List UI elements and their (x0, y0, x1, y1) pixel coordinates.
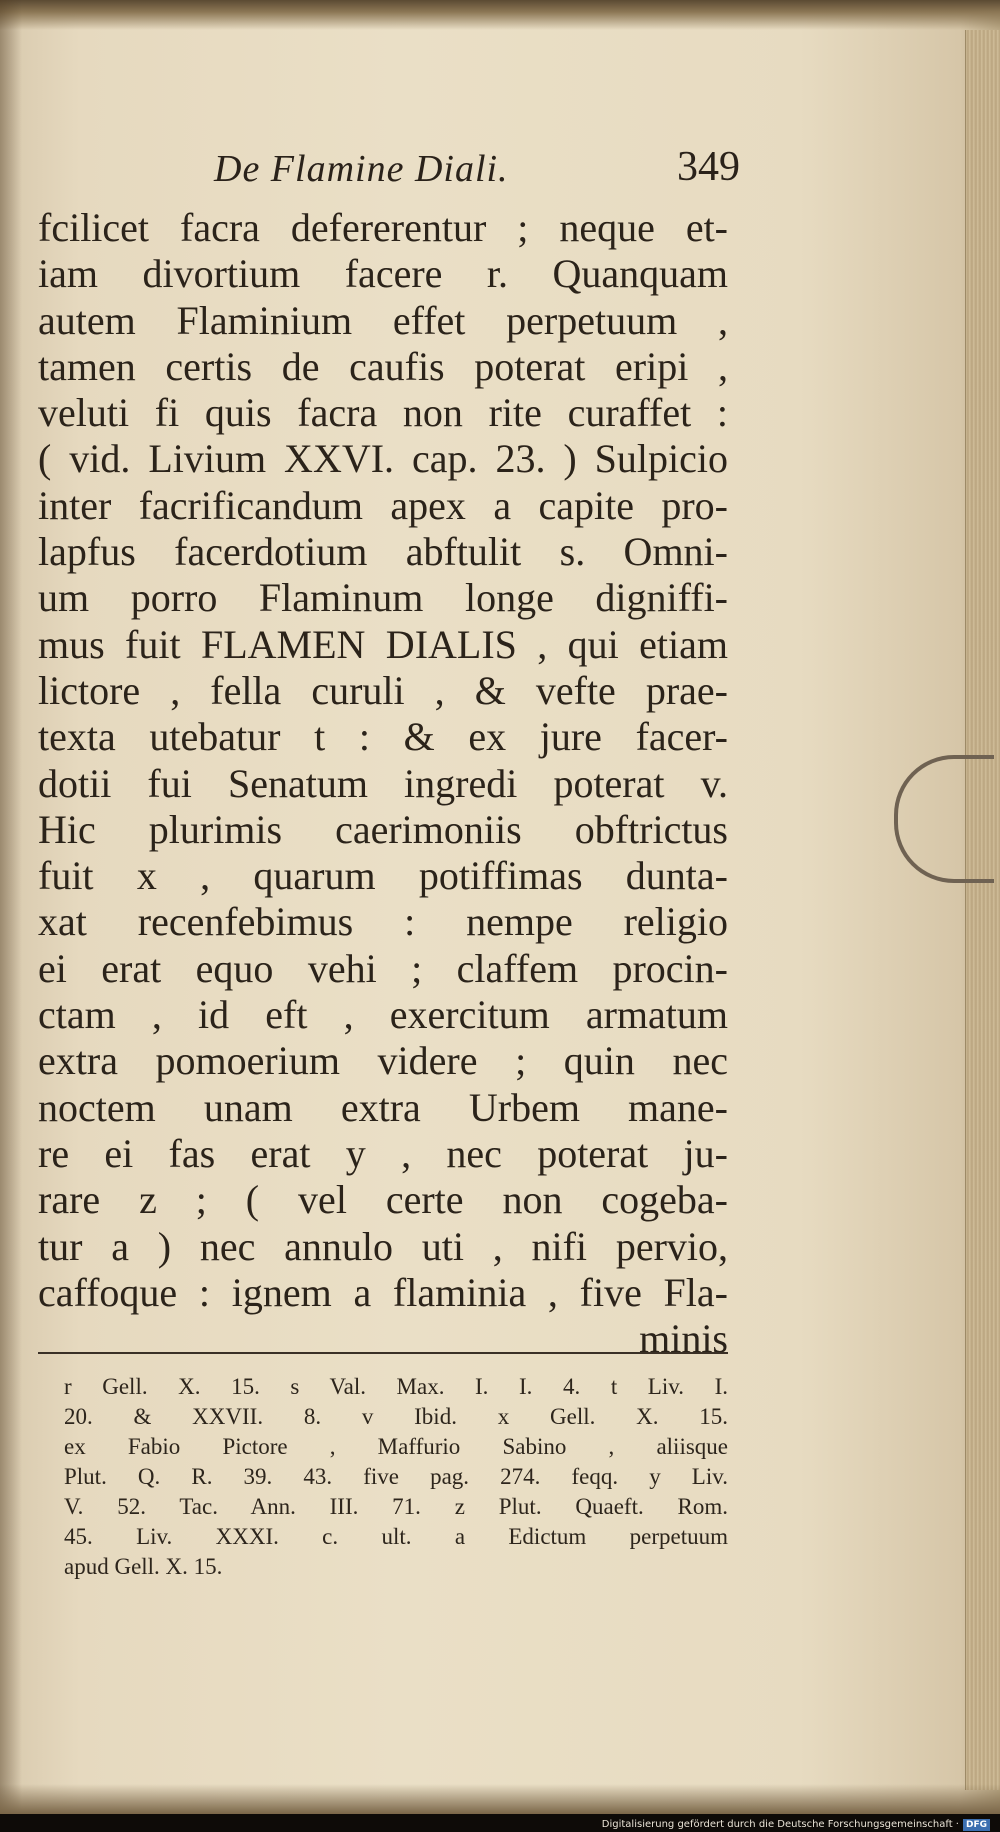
footnote-line: 20. & XXVII. 8. v Ibid. x Gell. X. 15. (64, 1404, 728, 1429)
text-line: dotii fui Senatum ingredi poterat v. (38, 760, 728, 806)
text-line: ei erat equo vehi ; claffem procin- (38, 945, 728, 991)
spine-shadow (0, 0, 22, 1832)
main-text (38, 205, 728, 1362)
catchword: minis (639, 1316, 728, 1362)
text-line: ctam , id eft , exercitum armatum (38, 992, 728, 1038)
text-line: extra pomoerium videre ; quin nec (38, 1038, 728, 1084)
text-line: noctem unam extra Urbem mane- (38, 1084, 728, 1130)
text-line: fuit x , quarum potiffimas dunta- (38, 853, 728, 899)
text-line: mus fuit FLAMEN DIALIS , qui etiam (38, 621, 728, 667)
text-line: tamen certis de caufis poterat eripi , (38, 343, 728, 389)
funding-credit-text: Digitalisierung gefördert durch die Deutsche Forschungsgemeinschaft · (601, 1819, 959, 1830)
text-line: caffoque : ignem a flaminia , five Fla- (38, 1269, 728, 1315)
footnote-line: r Gell. X. 15. s Val. Max. I. I. 4. t Liv. I. (64, 1374, 728, 1399)
text-line: lictore , fella curuli , & vefte prae- (38, 667, 728, 713)
text-line: ( vid. Livium XXVI. cap. 23. ) Sulpicio (38, 436, 728, 482)
text-line: autem Flaminium effet perpetuum , (38, 297, 728, 343)
running-head (200, 143, 740, 199)
text-line: fcilicet facra defererentur ; neque et- (38, 205, 728, 250)
text-line: texta utebatur t : & ex jure facer- (38, 714, 728, 760)
text-line: xat recenfebimus : nempe religio (38, 899, 728, 945)
credit-bar (0, 1814, 1000, 1832)
text-line: rare z ; ( vel certe non cogeba- (38, 1177, 728, 1223)
footnotes (64, 1372, 728, 1582)
page-number: 349 (677, 144, 740, 190)
footnote-line: V. 52. Tac. Ann. III. 71. z Plut. Quaeft. Rom. (64, 1494, 728, 1519)
page-bottom-edge (0, 1784, 1000, 1814)
text-line: lapfus facerdotium abftulit s. Omni- (38, 529, 728, 575)
footnote-rule (38, 1352, 728, 1354)
text-line: inter facrificandum apex a capite pro- (38, 482, 728, 528)
page-top-edge (0, 0, 1000, 30)
text-line: tur a ) nec annulo uti , nifi pervio, (38, 1223, 728, 1269)
footnote-line: Plut. Q. R. 39. 43. five pag. 274. feqq. y Liv. (64, 1464, 728, 1489)
footnote-line: ex Fabio Pictore , Maffurio Sabino , aliisque (64, 1434, 728, 1459)
text-line: iam divortium facere r. Quanquam (38, 251, 728, 297)
dfg-logo: DFG (963, 1819, 990, 1831)
page-fore-edge (965, 30, 1000, 1790)
footnote-line: apud Gell. X. 15. (64, 1554, 223, 1579)
text-line: veluti fi quis facra non rite curaffet : (38, 390, 728, 436)
page-clip (894, 755, 994, 883)
text-line: um porro Flaminum longe digniffi- (38, 575, 728, 621)
funding-credit (602, 1819, 990, 1831)
footnote-line: 45. Liv. XXXI. c. ult. a Edictum perpetuum (64, 1524, 728, 1549)
text-line: Hic plurimis caerimoniis obftrictus (38, 806, 728, 852)
text-line: re ei fas erat y , nec poterat ju- (38, 1130, 728, 1176)
running-head-title: De Flamine Diali. (214, 148, 509, 190)
